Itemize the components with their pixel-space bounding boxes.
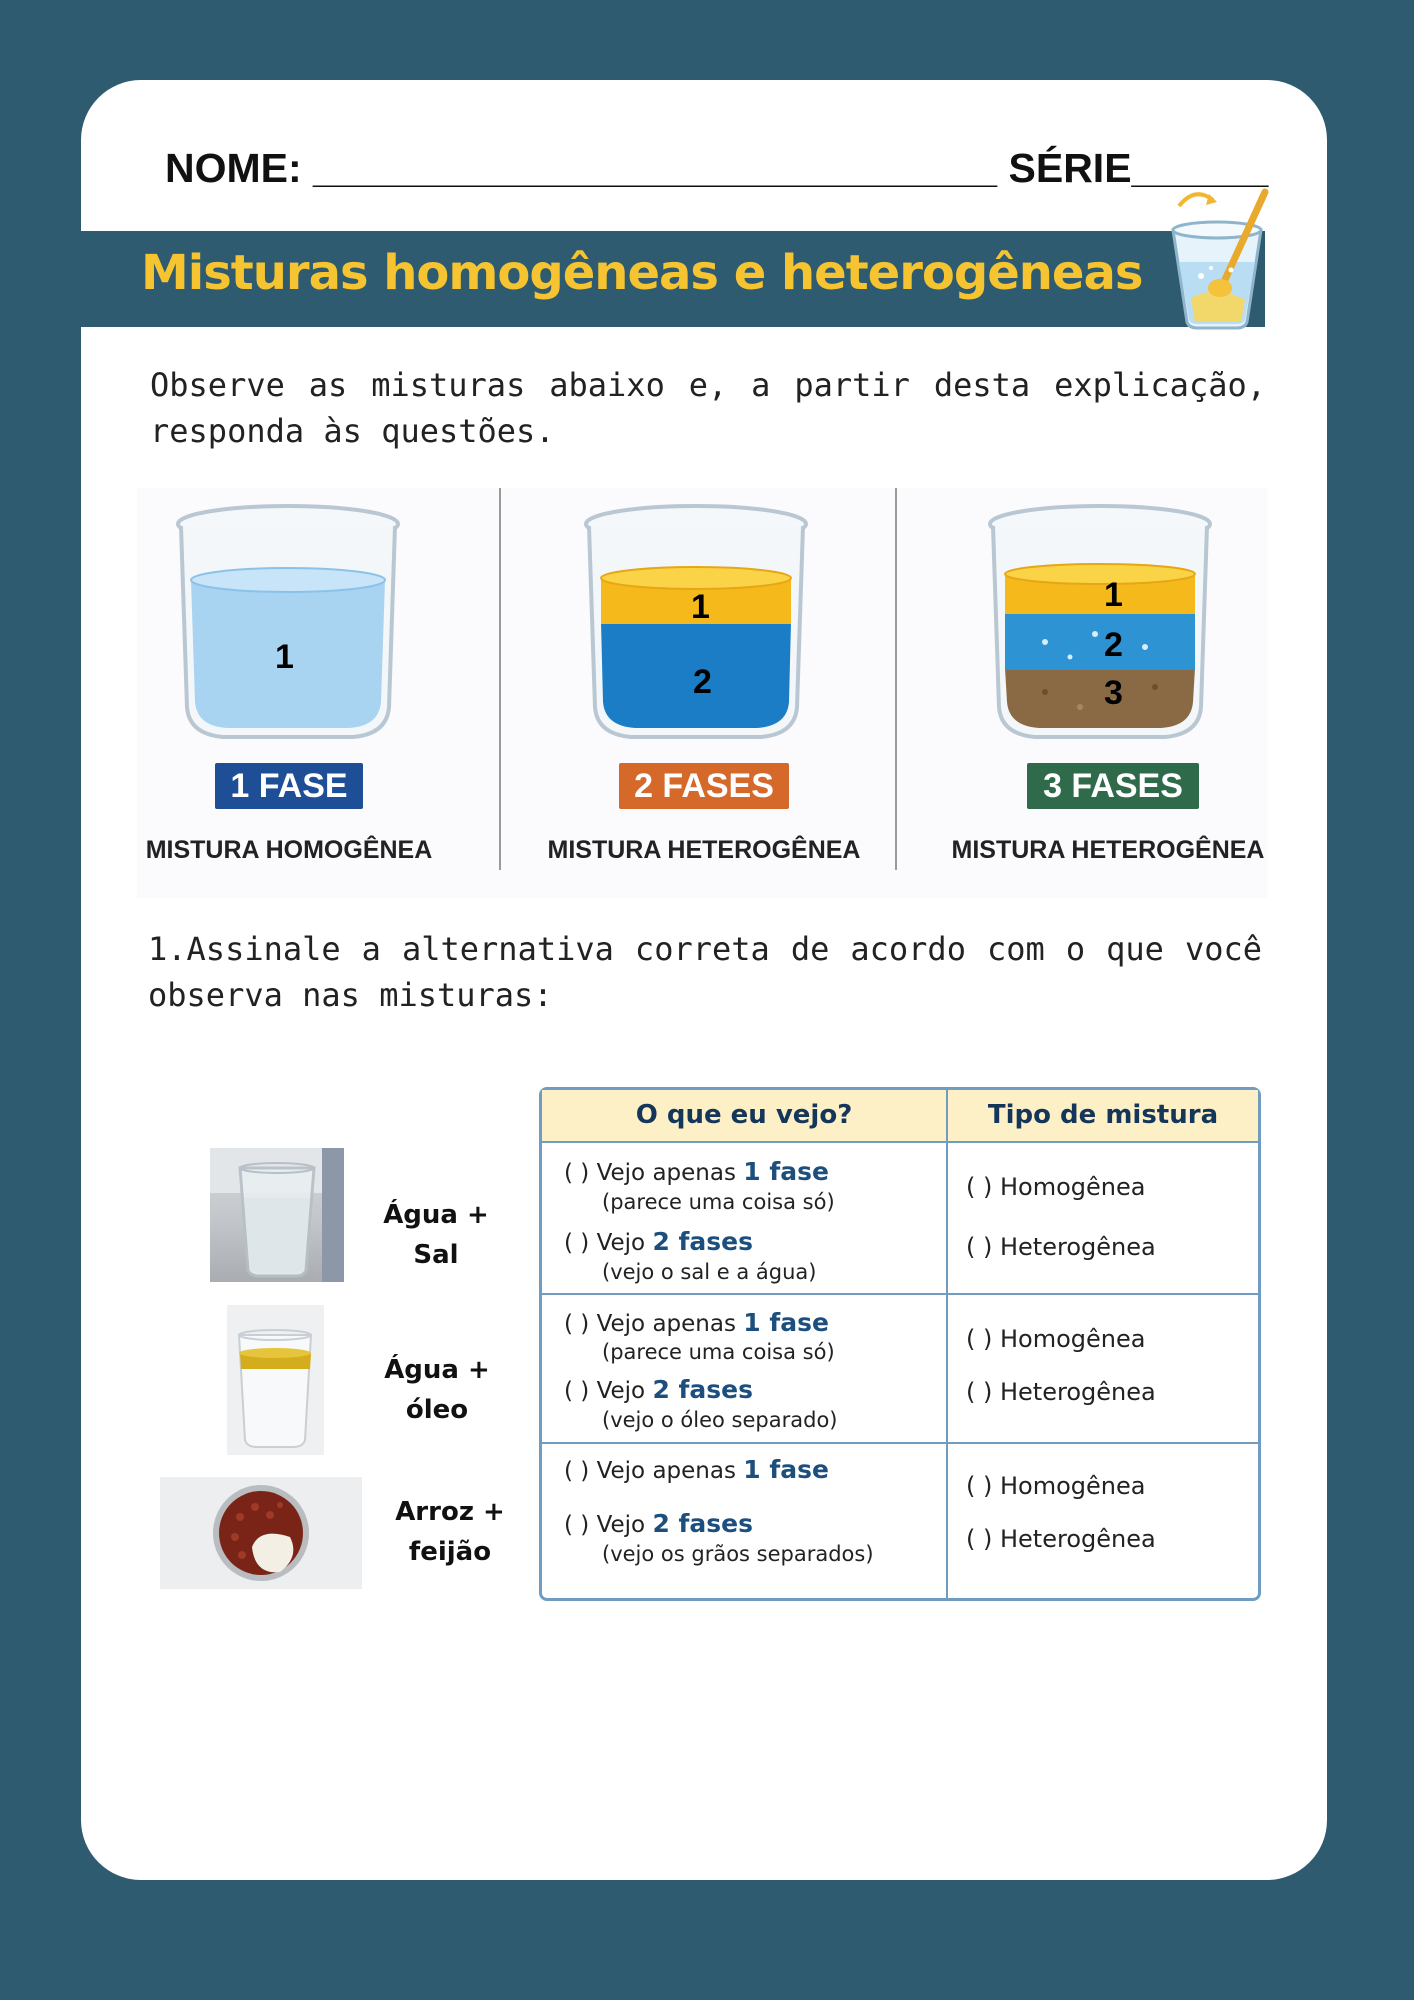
option-hint: (vejo o sal e a água) [602, 1260, 817, 1284]
worksheet-title: Misturas homogêneas e heterogêneas [141, 245, 1143, 301]
water-salt-photo [210, 1148, 344, 1282]
option-hint: (vejo os grãos separados) [602, 1542, 874, 1566]
option-one-phase[interactable]: ( ) Vejo apenas 1 fase [564, 1157, 829, 1186]
phase-number: 1 [275, 638, 294, 676]
option-homogeneous[interactable]: ( ) Homogênea [966, 1173, 1146, 1201]
mixture-type-label: MISTURA HOMOGÊNEA [145, 836, 433, 864]
glass-with-spoon-icon [1165, 180, 1275, 330]
beaker-three-phases [985, 502, 1215, 747]
option-hint: (parece uma coisa só) [602, 1190, 835, 1214]
mixture-type-label: MISTURA HETEROGÊNEA [951, 836, 1265, 864]
option-heterogeneous[interactable]: ( ) Heterogênea [966, 1378, 1156, 1406]
row-item-label: Água + óleo [384, 1355, 490, 1425]
panel-divider [499, 488, 501, 870]
phase-count-badge: 3 FASES [1027, 763, 1199, 809]
mixture-type-label: MISTURA HETEROGÊNEA [547, 836, 861, 864]
question-1: 1.Assinale a alternativa correta de acordo com o que você observa nas misturas: [148, 930, 1262, 1014]
row-item-label: Arroz + feijão [395, 1497, 505, 1567]
row-item-label: Água + Sal [383, 1200, 489, 1270]
phase-count-badge: 2 FASES [619, 763, 789, 809]
phase-number: 3 [1104, 674, 1123, 712]
table-row-divider [542, 1293, 1258, 1295]
option-homogeneous[interactable]: ( ) Homogênea [966, 1472, 1146, 1500]
phase-number: 1 [1104, 576, 1123, 614]
option-heterogeneous[interactable]: ( ) Heterogênea [966, 1525, 1156, 1553]
option-homogeneous[interactable]: ( ) Homogênea [966, 1325, 1146, 1353]
table-row-divider [542, 1442, 1258, 1444]
phase-count-badge: 1 FASE [215, 763, 363, 809]
rice-beans-photo [160, 1477, 362, 1589]
table-column-divider [946, 1090, 948, 1598]
intro-text: Observe as misturas abaixo e, a partir desta explicação, responda às questões. [150, 366, 1266, 450]
title-band [81, 231, 1265, 327]
option-two-phases[interactable]: ( ) Vejo 2 fases [564, 1509, 754, 1538]
mixture-table [539, 1087, 1261, 1601]
option-one-phase[interactable]: ( ) Vejo apenas 1 fase [564, 1308, 829, 1337]
name-and-grade-line: NOME: ______________________________ SÉRIE______ [165, 145, 1269, 191]
water-oil-photo [227, 1305, 324, 1455]
option-hint: (parece uma coisa só) [602, 1340, 835, 1364]
option-hint: (vejo o óleo separado) [602, 1408, 838, 1432]
panel-divider [895, 488, 897, 870]
option-heterogeneous[interactable]: ( ) Heterogênea [966, 1233, 1156, 1261]
mixtures-illustration [137, 488, 1267, 898]
table-header-mixture-type: Tipo de mistura [948, 1090, 1258, 1143]
phase-number: 2 [1104, 626, 1123, 664]
option-two-phases[interactable]: ( ) Vejo 2 fases [564, 1227, 754, 1256]
option-one-phase[interactable]: ( ) Vejo apenas 1 fase [564, 1455, 829, 1484]
table-header-what-i-see: O que eu vejo? [542, 1090, 946, 1143]
beaker-one-phase [173, 502, 403, 747]
phase-number: 2 [693, 663, 712, 701]
phase-number: 1 [691, 588, 710, 626]
option-two-phases[interactable]: ( ) Vejo 2 fases [564, 1375, 754, 1404]
